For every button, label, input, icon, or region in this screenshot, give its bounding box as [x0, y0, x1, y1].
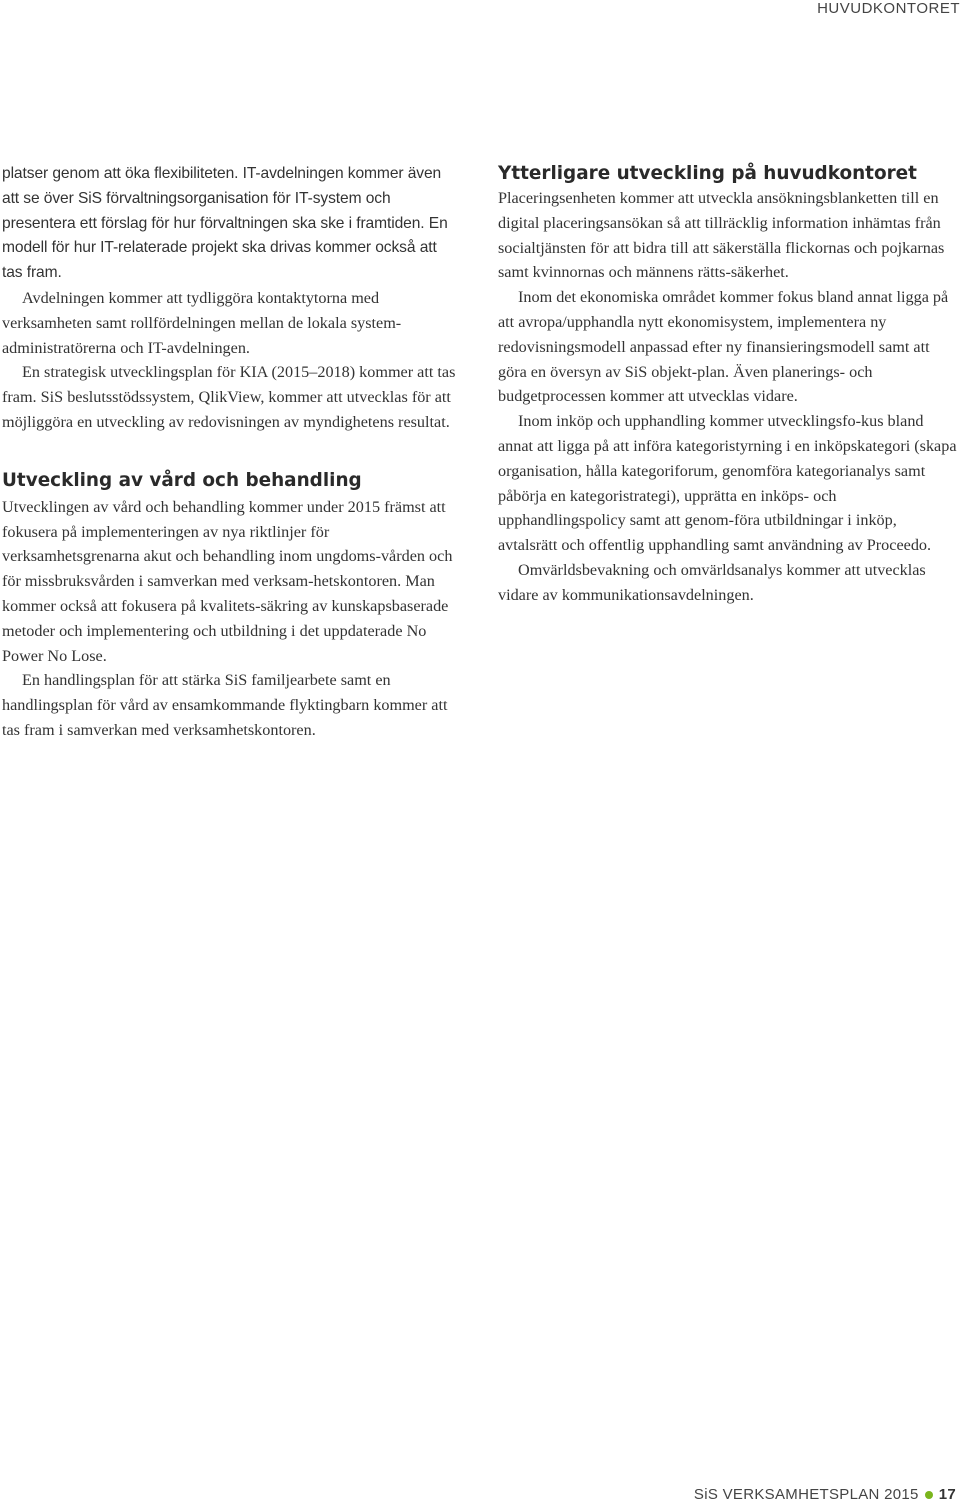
left-paragraph-3: En strategisk utvecklingsplan för KIA (2015–2018) kommer att tas fram. SiS beslutsstödssystem, QlikView, kommer att utvecklas för att möjliggöra en utveckling av redovisningen av myndighetens resultat. [2, 363, 456, 431]
running-head: HUVUDKONTORET [817, 0, 960, 17]
left-column [2, 162, 460, 743]
page-footer [694, 1486, 956, 1503]
section-heading-care: Utveckling av vård och behandling [2, 469, 362, 491]
left-paragraph-4: Utvecklingen av vård och behandling kommer under 2015 främst att fokusera på implementeringen av nya riktlinjer för verksamhetsgrenarna akut och behandling inom ungdoms-vården och för missbruksvården i samverkan med verksam-hetskontoren. Man kommer också att fokusera på kvalitets-säkring av kunskapsbaserade metoder och implementering och utbildning i det uppdaterade No Power No Lose. [2, 497, 453, 665]
footer-title: SiS VERKSAMHETSPLAN 2015 [693, 1486, 919, 1503]
right-paragraph-1: Placeringsenheten kommer att utveckla ansökningsblanketten till en digital placeringsansökan så att tillräcklig information inhämtas från socialtjänsten för att bidra till att säkerställa flickornas och pojkarnas samt kvinnornas och männens rätts-säkerhet. [498, 189, 945, 282]
page-number: 17 [938, 1486, 956, 1503]
right-column [498, 162, 958, 608]
right-paragraph-4: Omvärldsbevakning och omvärldsanalys kommer att utvecklas vidare av kommunikationsavdelningen. [498, 560, 926, 604]
left-paragraph-1: platser genom att öka flexibiliteten. IT-avdelningen kommer även att se över SiS förvaltningsorganisation för IT-system och presentera ett förslag för hur förvaltningen ska ske i framtiden. En modell för hur IT-relaterade projekt ska drivas kommer också att tas fram. [2, 165, 448, 282]
right-paragraph-3: Inom inköp och upphandling kommer utvecklingsfo-kus bland annat att ligga på att införa kategoristyrning i en inköpskategori (skapa organisation, hålla kategoriforum, genomföra kategorianalys samt påbörja en kategoristrategi), upprätta en inköps- och upphandlingspolicy samt att genom-föra utbildningar i inköp, avtalsrätt och offentlig upphandling samt användning av Proceedo. [498, 412, 957, 555]
left-paragraph-2: Avdelningen kommer att tydliggöra kontaktytorna med verksamheten samt rollfördelningen mellan de lokala system-administratörerna och IT-avdelningen. [2, 288, 402, 357]
left-paragraph-5: En handlingsplan för att stärka SiS familjearbete samt en handlingsplan för vård av ensamkommande flyktingbarn kommer att tas fram i samverkan med verksamhetskontoren. [2, 671, 448, 739]
green-bullet-icon [925, 1491, 933, 1499]
right-paragraph-2: Inom det ekonomiska området kommer fokus bland annat ligga på att avropa/upphandla nytt ekonomisystem, implementera ny redovisningsmodell anpassad efter ny finansieringsmodell samt att göra en översyn av SiS objekt-plan. Även planerings- och budgetprocessen kommer att utvecklas vidare. [498, 288, 949, 406]
section-heading-headquarters: Ytterligare utveckling på huvudkontoret [498, 163, 917, 184]
